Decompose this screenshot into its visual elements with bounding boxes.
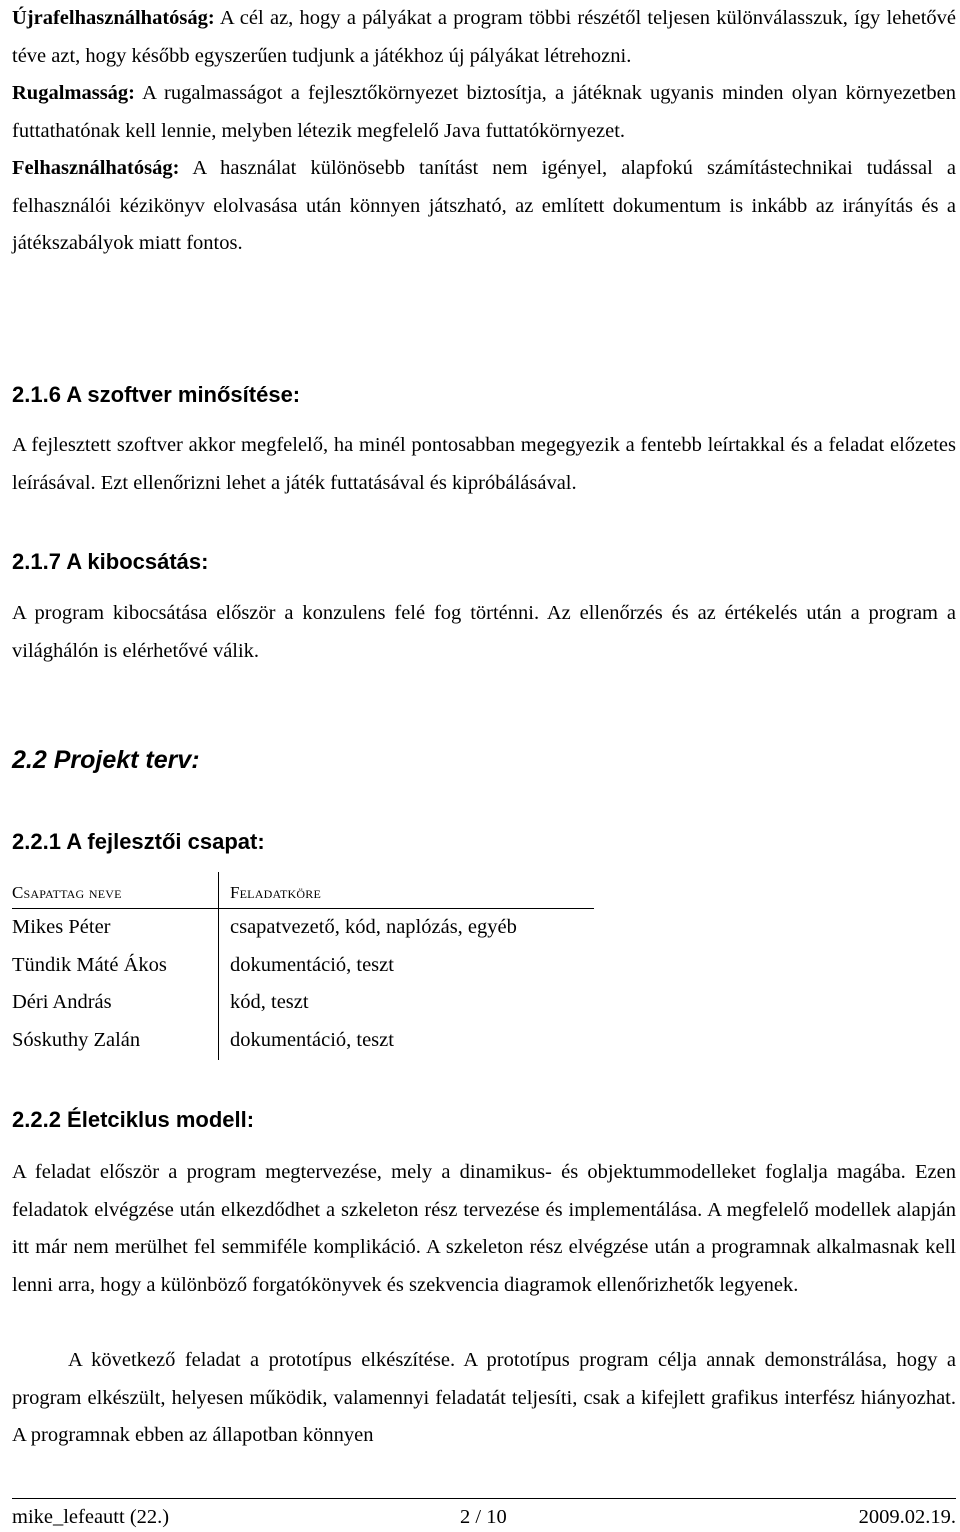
table-cell-name: Déri András: [12, 991, 112, 1013]
usability-label: Felhasználhatóság:: [12, 157, 180, 179]
usability-paragraph: [12, 150, 956, 263]
table-cell-tasks: dokumentáció, teszt: [230, 1028, 394, 1051]
flexibility-text: A rugalmasságot a fejlesztőkörnyezet biztosítja, a játéknak ugyanis minden olyan környezetben futtathatónak kell lennie, melyben létezik megfelelő Java futtatókörnyezet.: [12, 82, 956, 142]
footer-rule: [12, 1498, 956, 1499]
lifecycle-paragraph-1: A feladat először a program megtervezése, mely a dinamikus- és objektummodelleket foglalja magába. Ezen feladatok elvégzése után elkezdődhet a szkeleton rész tervezése és implementálása. A megfelelő modellek alapján itt már nem merülhet fel semmiféle komplikáció. A szkeleton rész elvégzése után a programnak alkalmasnak kell lenni arra, hogy a különböző forgatókönyvek és szekvencia diagramok ellenőrizhetők legyenek.: [12, 1161, 956, 1296]
table-cell-name: Sóskuthy Zalán: [12, 1028, 141, 1051]
table-cell-name: Tündik Máté Ákos: [12, 953, 167, 976]
release-text: A program kibocsátása először a konzulens felé fog történni. Az ellenőrzés és az értékelés után a program a világhálón is elérhetővé válik.: [12, 602, 956, 662]
table-cell-tasks: dokumentáció, teszt: [230, 953, 394, 976]
reusability-text: A cél az, hogy a pályákat a program többi részétől teljesen különválasszuk, így lehetővé téve azt, hogy később egyszerűen tudjunk a játékhoz új pályákat létrehozni.: [12, 7, 956, 67]
column-header-name: Csapattag neve: [12, 883, 122, 902]
table-cell-tasks: csapatvezető, kód, naplózás, egyéb: [230, 916, 517, 938]
column-header-tasks: Feladatköre: [230, 883, 321, 902]
footer-date: 2009.02.19.: [858, 1506, 956, 1528]
project-plan-heading: 2.2 Projekt terv:: [12, 746, 200, 774]
flexibility-label: Rugalmasság:: [12, 82, 136, 104]
table-cell-tasks: kód, teszt: [230, 991, 309, 1013]
release-heading: 2.1.7 A kibocsátás:: [12, 549, 209, 574]
team-heading: 2.2.1 A fejlesztői csapat:: [12, 829, 265, 854]
qualification-text: A fejlesztett szoftver akkor megfelelő, ha minél pontosabban megegyezik a fentebb leírtakkal és a feladat előzetes leírásával. Ezt ellenőrizni lehet a játék futtatásával és kipróbálásával.: [12, 434, 956, 494]
lifecycle-paragraph-2: A következő feladat a prototípus elkészítése. A prototípus program célja annak demonstrálása, hogy a program elkészült, helyesen működik, valamennyi feladatát teljesíti, csak a kifejlett grafikus interfész hiányozhat. A programnak ebben az állapotban könnyen: [12, 1349, 956, 1446]
footer-page-number: 2 / 10: [460, 1506, 507, 1528]
flexibility-paragraph: [12, 75, 956, 150]
reusability-label: Újrafelhasználhatóság:: [12, 7, 215, 29]
table-cell-name: Mikes Péter: [12, 916, 111, 938]
name-column: [12, 872, 220, 1059]
tasks-column: [230, 872, 594, 1059]
qualification-heading: 2.1.6 A szoftver minősítése:: [12, 382, 301, 407]
reusability-paragraph: [12, 0, 956, 75]
lifecycle-heading: 2.2.2 Életciklus modell:: [12, 1107, 255, 1132]
usability-text: A használat különösebb tanítást nem igényel, alapfokú számítástechnikai tudással a felhasználói kézikönyv elolvasása után könnyen játszható, az említett dokumentum is inkább az irányítás és a játékszabályok miatt fontos.: [12, 157, 956, 254]
footer-author: mike_lefeautt (22.): [12, 1506, 170, 1528]
